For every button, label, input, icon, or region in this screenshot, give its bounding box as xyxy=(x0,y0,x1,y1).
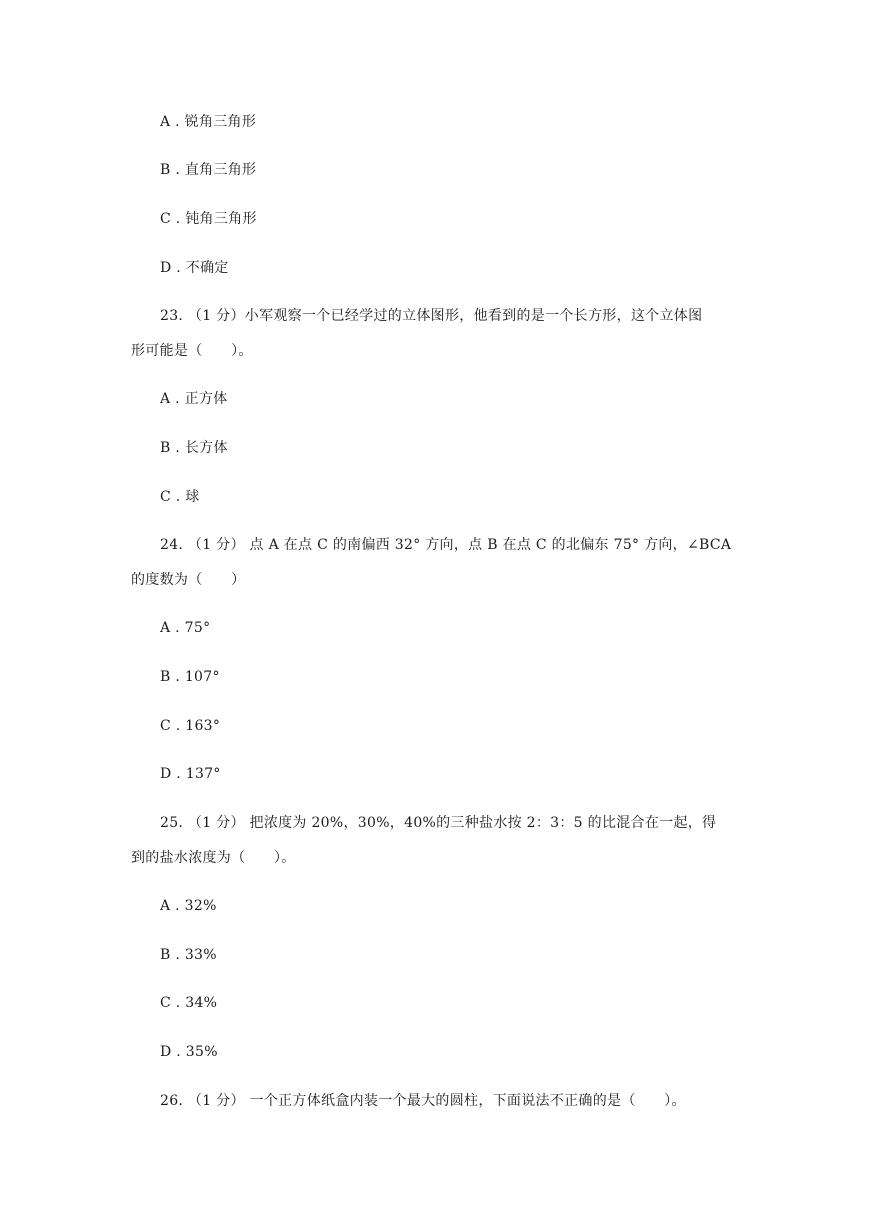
q22-option-b: B . 直角三角形 xyxy=(160,162,257,178)
q23-option-a: A . 正方体 xyxy=(160,391,228,407)
q25-option-a: A . 32% xyxy=(160,898,217,914)
q22-option-a: A . 锐角三角形 xyxy=(160,114,257,130)
q22-option-d: D . 不确定 xyxy=(160,260,229,276)
q23-option-c: C . 球 xyxy=(160,489,200,505)
q24-option-a: A . 75° xyxy=(160,620,211,636)
q25-option-c: C . 34% xyxy=(160,995,218,1011)
q23-stem-line2: 形可能是（ ）。 xyxy=(131,343,253,359)
q24-option-b: B . 107° xyxy=(160,669,220,685)
q24-option-d: D . 137° xyxy=(160,766,221,782)
q23-option-b: B . 长方体 xyxy=(160,440,228,456)
q25-stem-line2: 到的盐水浓度为（ ）。 xyxy=(131,850,296,866)
q24-stem-line1: 24. （1 分） 点 A 在点 C 的南偏西 32° 方向，点 B 在点 C 的北偏东 75° 方向，∠BCA xyxy=(160,537,732,553)
q23-stem-line1: 23. （1 分）小军观察一个已经学过的立体图形，他看到的是一个长方形，这个立体图 xyxy=(160,308,703,324)
q24-option-c: C . 163° xyxy=(160,718,221,734)
q25-stem-line1: 25. （1 分） 把浓度为 20%，30%，40%的三种盐水按 2：3：5 的比混合在一起，得 xyxy=(160,815,717,831)
q24-stem-line2: 的度数为（ ） xyxy=(131,572,246,588)
q26-stem-line1: 26. （1 分） 一个正方体纸盒内装一个最大的圆柱，下面说法不正确的是（ ）。 xyxy=(160,1093,686,1109)
q25-option-d: D . 35% xyxy=(160,1044,218,1060)
q22-option-c: C . 钝角三角形 xyxy=(160,211,257,227)
q25-option-b: B . 33% xyxy=(160,947,217,963)
